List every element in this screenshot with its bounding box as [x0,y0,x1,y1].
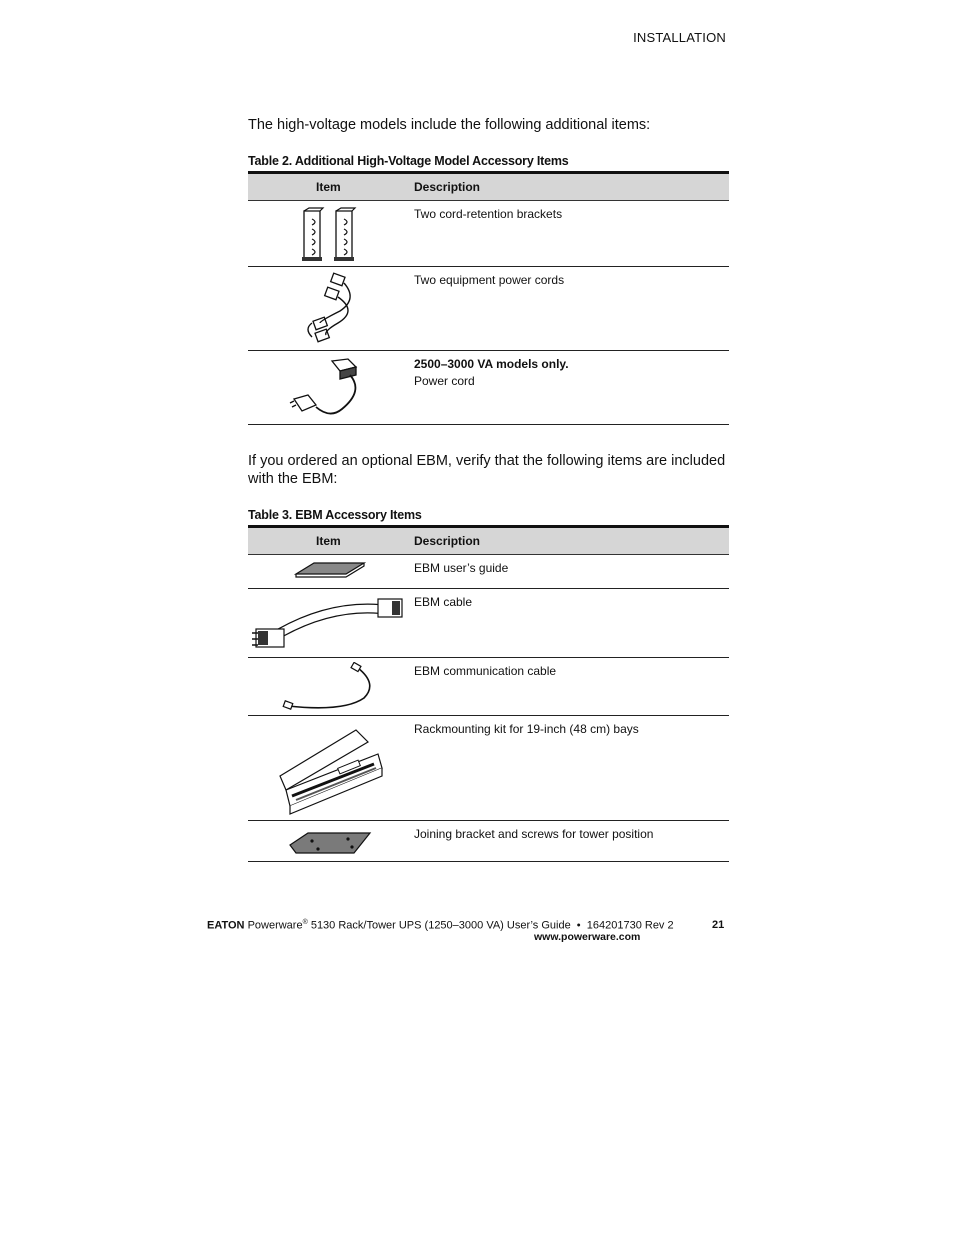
table-2 [248,171,729,425]
intro-paragraph-1: The high-voltage models include the following additional items: [248,117,651,133]
row-description: EBM communication cable [414,664,557,678]
footer-line [207,919,674,932]
footer-brand: EATON [207,919,245,932]
row-description: Two equipment power cords [414,273,565,287]
table-2-caption: Table 2. Additional High-Voltage Model Accessory Items [248,154,569,168]
intro-paragraph-2: If you ordered an optional EBM, verify that the following items are included with the EBM: [248,453,726,487]
row-description: EBM user’s guide [414,561,509,575]
column-header-description: Description [414,180,481,194]
table-row [248,821,729,862]
table-row [248,351,729,425]
users-guide-icon [294,561,366,581]
communication-cable-icon [282,662,378,712]
row-description-text: Power cord [414,374,475,388]
joining-bracket-icon [288,829,372,857]
column-header-item: Item [316,534,341,548]
column-header-item: Item [316,180,341,194]
table-3 [248,525,729,862]
equipment-power-cords-icon [304,271,358,347]
row-description: Rackmounting kit for 19-inch (48 cm) bays [414,722,639,736]
table-row [248,555,729,589]
column-header-description: Description [414,534,481,548]
cord-retention-brackets-icon [300,207,362,263]
table-row [248,716,729,821]
table-header [248,174,729,201]
table-row [248,589,729,658]
table-header [248,528,729,555]
power-cord-icon [288,357,372,421]
footer-product: Powerware [247,919,303,932]
section-header: INSTALLATION [633,30,726,45]
row-description: Joining bracket and screws for tower position [414,827,654,841]
table-3-caption: Table 3. EBM Accessory Items [248,508,422,522]
rackmount-kit-icon [278,728,384,816]
footer-reg-mark: ® [302,919,308,926]
footer-title: 5130 Rack/Tower UPS (1250–3000 VA) User’s Guide • 164201730 Rev 2 [307,919,674,932]
row-note: 2500–3000 VA models only. [414,357,569,371]
ebm-cable-icon [250,593,406,653]
row-description [414,356,569,390]
row-description: EBM cable [414,595,473,609]
table-row [248,658,729,716]
table-row [248,267,729,351]
row-description: Two cord-retention brackets [414,207,563,221]
table-row [248,201,729,267]
footer-website: www.powerware.com [534,931,641,943]
page-number: 21 [712,919,725,931]
